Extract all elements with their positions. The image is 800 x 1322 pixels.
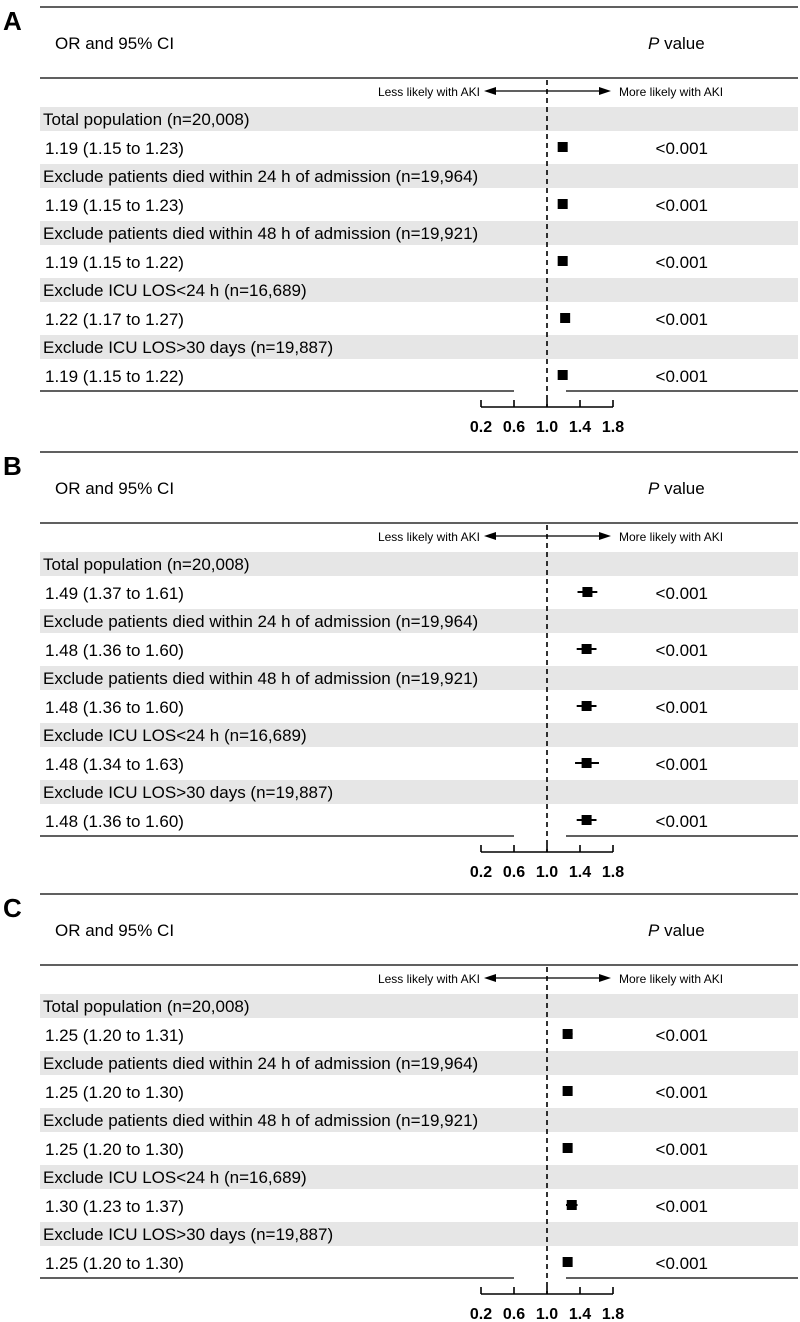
or-point: [563, 1143, 573, 1153]
or-point: [582, 587, 592, 597]
estimate-label: 1.48 (1.36 to 1.60): [45, 641, 184, 660]
p-italic: P: [648, 479, 660, 498]
x-tick-label: 1.4: [568, 419, 592, 436]
panel-letter: C: [3, 893, 22, 923]
panel-c: [3, 893, 798, 1322]
x-tick-label: 1.8: [601, 864, 625, 881]
estimate-label: 1.25 (1.20 to 1.30): [45, 1083, 184, 1102]
estimate-label: 1.19 (1.15 to 1.22): [45, 253, 184, 272]
arrow-left-head: [484, 532, 496, 540]
p-italic: P: [648, 34, 660, 53]
panel-letter: B: [3, 451, 22, 481]
direction-left-label: Less likely with AKI: [377, 85, 480, 99]
p-value: <0.001: [655, 139, 708, 158]
column-header-or: OR and 95% CI: [55, 479, 175, 498]
p-value: <0.001: [655, 310, 708, 329]
x-tick-label: 1.8: [601, 1306, 625, 1322]
p-value: <0.001: [655, 196, 708, 215]
group-label: Total population (n=20,008): [43, 555, 250, 574]
estimate-label: 1.25 (1.20 to 1.30): [45, 1140, 184, 1159]
or-point: [567, 1200, 577, 1210]
x-tick-label: 1.4: [568, 1306, 592, 1322]
p-value: <0.001: [655, 755, 708, 774]
x-tick-label: 0.2: [469, 419, 493, 436]
x-tick-label: 1.8: [601, 419, 625, 436]
column-header-or: OR and 95% CI: [55, 34, 175, 53]
or-point: [582, 815, 592, 825]
x-tick-label: 0.6: [502, 419, 526, 436]
or-point: [582, 758, 592, 768]
or-point: [560, 313, 570, 323]
p-value: <0.001: [655, 812, 708, 831]
panel-b: [3, 451, 798, 881]
x-tick-label: 1.4: [568, 864, 592, 881]
p-value: <0.001: [655, 1140, 708, 1159]
or-point: [563, 1029, 573, 1039]
x-tick-label: 1.0: [535, 1306, 559, 1322]
x-tick-label: 0.2: [469, 864, 493, 881]
p-value: <0.001: [655, 641, 708, 660]
p-value: <0.001: [655, 1026, 708, 1045]
or-point: [582, 644, 592, 654]
group-label: Exclude patients died within 48 h of admission (n=19,921): [43, 669, 479, 688]
panel-letter: A: [3, 6, 22, 36]
x-tick-label: 0.2: [469, 1306, 493, 1322]
p-value: <0.001: [655, 1083, 708, 1102]
group-label: Total population (n=20,008): [43, 110, 250, 129]
x-tick-label: 1.0: [535, 864, 559, 881]
group-label: Total population (n=20,008): [43, 997, 250, 1016]
group-label: Exclude patients died within 24 h of admission (n=19,964): [43, 612, 479, 631]
direction-right-label: More likely with AKI: [619, 530, 724, 544]
estimate-label: 1.19 (1.15 to 1.23): [45, 196, 184, 215]
group-label: Exclude ICU LOS>30 days (n=19,887): [43, 1225, 334, 1244]
or-point: [582, 701, 592, 711]
p-italic: P: [648, 921, 660, 940]
group-label: Exclude ICU LOS<24 h (n=16,689): [43, 1168, 307, 1187]
arrow-left-head: [484, 87, 496, 95]
x-tick-label: 0.6: [502, 864, 526, 881]
column-header-p: [648, 479, 705, 498]
p-rest: value: [659, 479, 705, 498]
group-label: Exclude ICU LOS>30 days (n=19,887): [43, 338, 334, 357]
group-label: Exclude ICU LOS<24 h (n=16,689): [43, 726, 307, 745]
direction-left-label: Less likely with AKI: [377, 530, 480, 544]
x-axis: [470, 400, 624, 436]
direction-left-label: Less likely with AKI: [377, 972, 480, 986]
or-point: [563, 1257, 573, 1267]
group-label: Exclude patients died within 24 h of admission (n=19,964): [43, 1054, 479, 1073]
p-value: <0.001: [655, 698, 708, 717]
or-point: [563, 1086, 573, 1096]
x-tick-label: 1.0: [535, 419, 559, 436]
p-rest: value: [659, 34, 705, 53]
estimate-label: 1.30 (1.23 to 1.37): [45, 1197, 184, 1216]
panel-a: [3, 6, 798, 436]
group-label: Exclude ICU LOS<24 h (n=16,689): [43, 281, 307, 300]
estimate-label: 1.48 (1.36 to 1.60): [45, 698, 184, 717]
column-header-or: OR and 95% CI: [55, 921, 175, 940]
column-header-p: [648, 34, 705, 53]
estimate-label: 1.48 (1.36 to 1.60): [45, 812, 184, 831]
p-value: <0.001: [655, 253, 708, 272]
p-value: <0.001: [655, 584, 708, 603]
or-point: [558, 142, 568, 152]
estimate-label: 1.48 (1.34 to 1.63): [45, 755, 184, 774]
p-value: <0.001: [655, 367, 708, 386]
arrow-right-head: [599, 974, 611, 982]
p-rest: value: [659, 921, 705, 940]
column-header-p: [648, 921, 705, 940]
estimate-label: 1.25 (1.20 to 1.30): [45, 1254, 184, 1273]
estimate-label: 1.22 (1.17 to 1.27): [45, 310, 184, 329]
x-axis: [470, 845, 624, 881]
group-label: Exclude patients died within 24 h of admission (n=19,964): [43, 167, 479, 186]
arrow-right-head: [599, 532, 611, 540]
direction-right-label: More likely with AKI: [619, 85, 724, 99]
p-value: <0.001: [655, 1197, 708, 1216]
group-label: Exclude patients died within 48 h of admission (n=19,921): [43, 224, 479, 243]
group-label: Exclude patients died within 48 h of admission (n=19,921): [43, 1111, 479, 1130]
group-label: Exclude ICU LOS>30 days (n=19,887): [43, 783, 334, 802]
direction-right-label: More likely with AKI: [619, 972, 724, 986]
or-point: [558, 256, 568, 266]
x-axis: [470, 1287, 624, 1322]
estimate-label: 1.19 (1.15 to 1.22): [45, 367, 184, 386]
arrow-left-head: [484, 974, 496, 982]
estimate-label: 1.49 (1.37 to 1.61): [45, 584, 184, 603]
estimate-label: 1.25 (1.20 to 1.31): [45, 1026, 184, 1045]
or-point: [558, 199, 568, 209]
p-value: <0.001: [655, 1254, 708, 1273]
arrow-right-head: [599, 87, 611, 95]
estimate-label: 1.19 (1.15 to 1.23): [45, 139, 184, 158]
or-point: [558, 370, 568, 380]
x-tick-label: 0.6: [502, 1306, 526, 1322]
